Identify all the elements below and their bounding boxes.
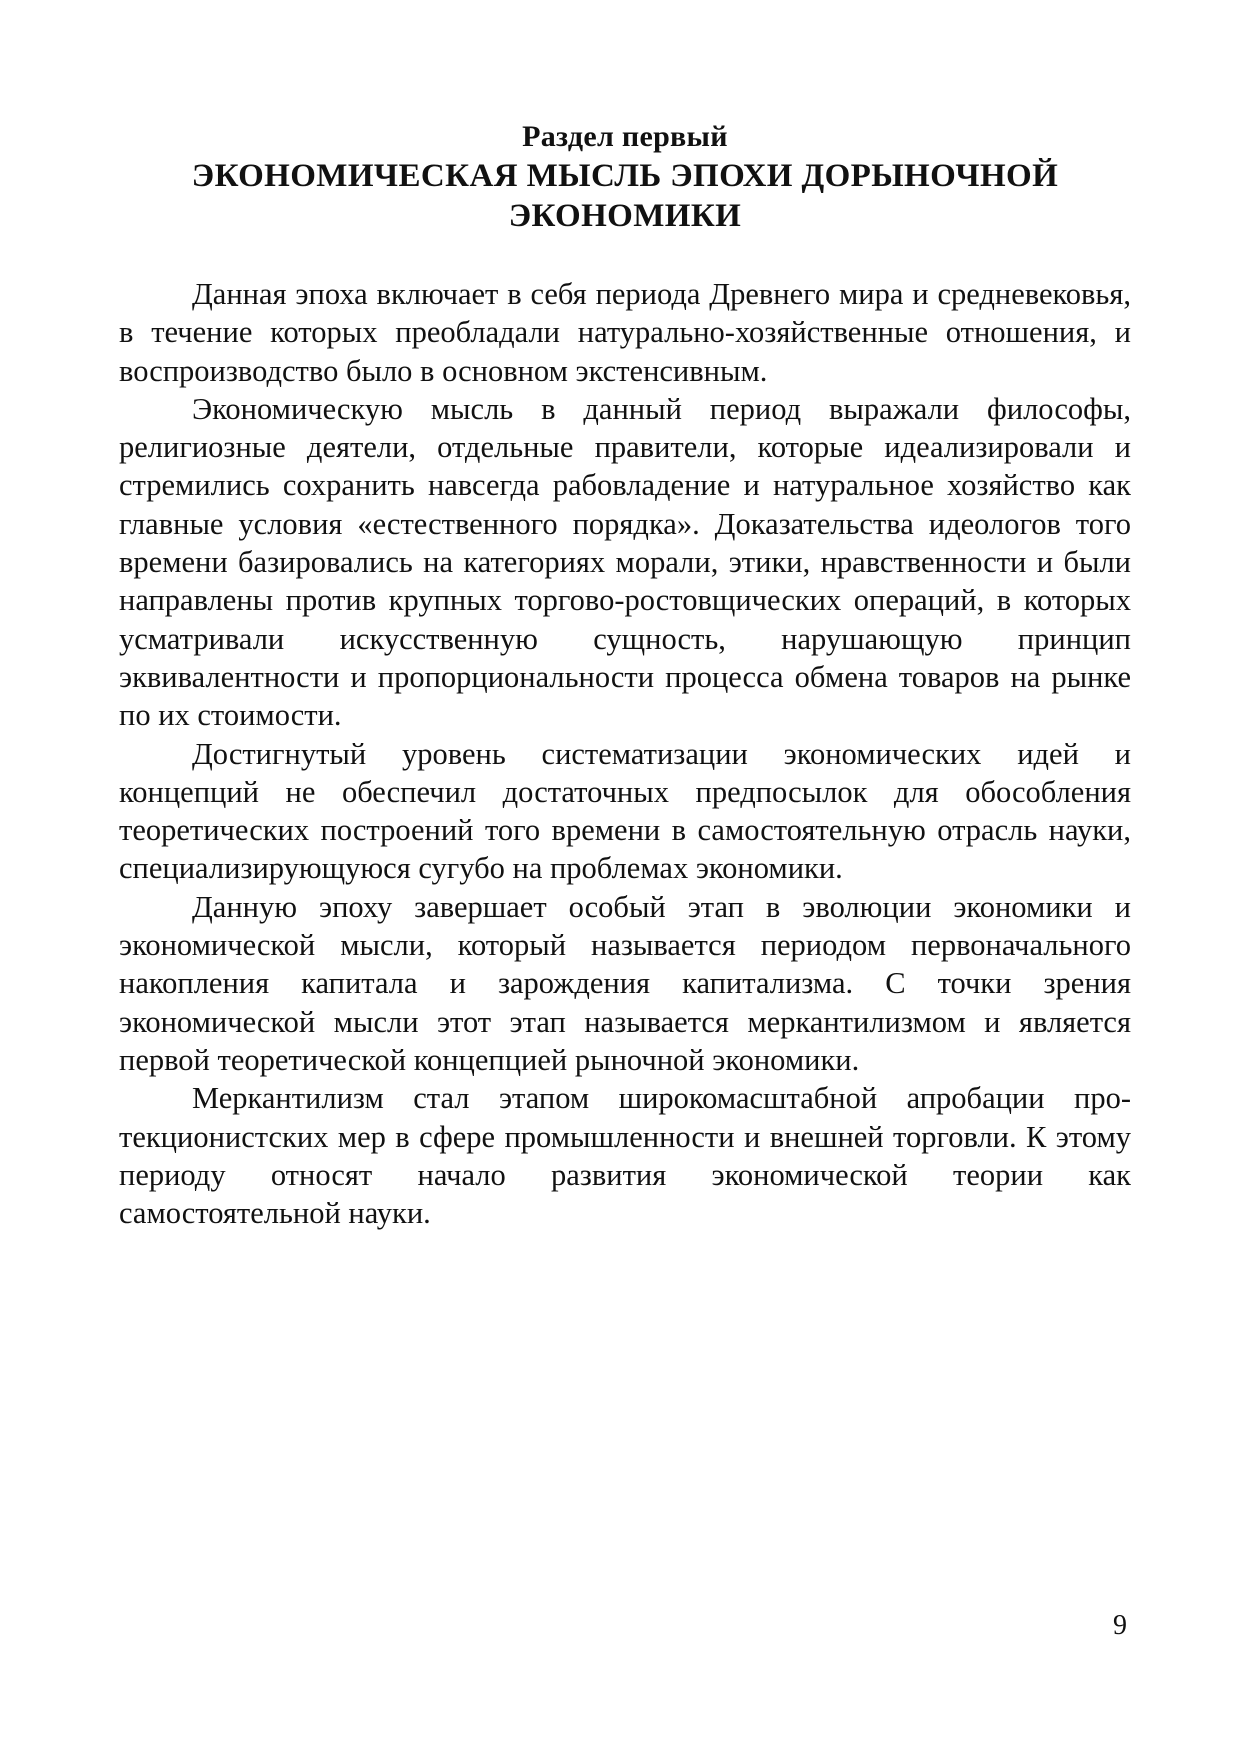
paragraph-5: Меркантилизм стал этапом широкомасштабной апробации протекционистских мер в сфере промышленности и внешней торговли. К этому периоду относят начало развития экономической теории как самостоятельной науки. [119, 1081, 1131, 1231]
page-number: 9 [1113, 1610, 1127, 1641]
paragraph-2: Экономическую мысль в данный период выражали философы, религиозные деятели, отдельные правители, которые идеализировали и стремились сохранить навсегда рабовладение и натуральное хозяйство как главные условия «естественного порядка». Доказательства идеологов того времени базировались на категориях морали, этики, нравственности и были направлены против крупных торгово-ростовщических операций, в которых усматривали искусственную сущность, нарушающую принцип эквивалентности и пропорциональности процесса обмена товаров на рынке по их стоимости. [119, 391, 1131, 733]
paragraph-3: Достигнутый уровень систематизации экономических идей и концепций не обеспечил достаточных предпосылок для обособления теоретических построений того времени в самостоятельную отрасль науки, специализирующуюся сугубо на проблемах экономики. [119, 736, 1131, 886]
section-title-line-1: ЭКОНОМИЧЕСКАЯ МЫСЛЬ ЭПОХИ ДОРЫНОЧНОЙ [191, 158, 1059, 194]
section-heading [120, 118, 1130, 236]
section-label: Раздел первый [522, 120, 728, 153]
paragraph-1: Данная эпоха включает в себя периода Древнего мира и средневековья, в течение которых преобладали натурально-хозяйственные отношения, и воспроизводство было в основном экстенсивным. [119, 277, 1131, 388]
paragraph-4: Данную эпоху завершает особый этап в эволюции экономики и экономической мысли, который называется периодом первоначального накопления капитала и зарождения капитализма. С точки зрения экономической мысли этот этап называется меркантилизмом и является первой теоретической концепцией рыночной экономики. [119, 889, 1131, 1077]
body-text [119, 275, 1131, 1232]
section-title-line-2: ЭКОНОМИКИ [508, 198, 742, 234]
